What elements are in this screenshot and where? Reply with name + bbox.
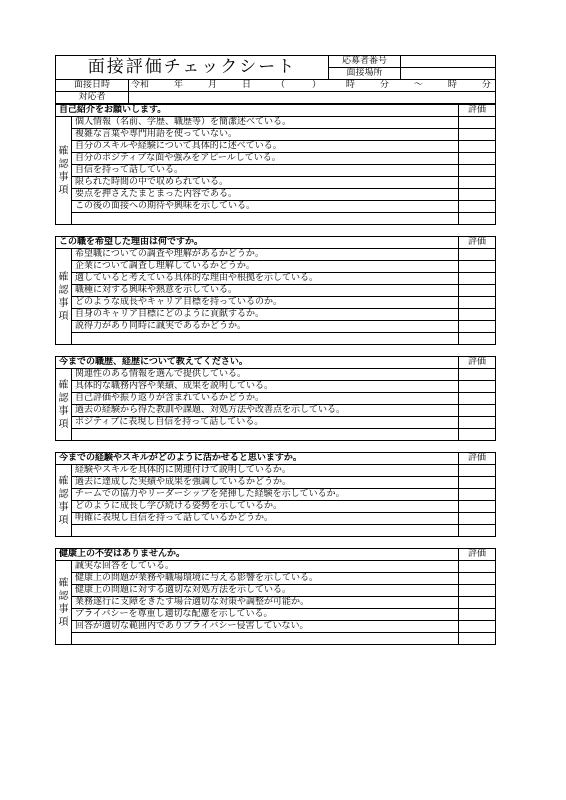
checklist-row — [56, 405, 496, 417]
checklist-row — [56, 501, 496, 513]
sheet-header — [55, 55, 496, 80]
check-item-text — [72, 333, 459, 345]
check-items-side-label — [56, 465, 72, 537]
checklist-row — [56, 285, 496, 297]
check-item-text: 業務遂行に支障をきたす場合適切な対策や調整が可能か。 — [72, 597, 459, 609]
eval-cell[interactable] — [459, 213, 496, 225]
weekday-paren: （ ） — [275, 80, 321, 90]
section-header-row — [56, 453, 496, 465]
section-spacer — [56, 345, 496, 357]
side-label-char: 確 — [58, 271, 69, 283]
side-label-char: 項 — [58, 310, 69, 322]
spacer-cell — [56, 225, 496, 237]
check-item-text: どのように成長し学び続ける姿勢を示しているか。 — [72, 501, 459, 513]
checklist-row — [56, 621, 496, 633]
eval-cell[interactable] — [459, 501, 496, 513]
era-label: 令和 — [131, 80, 150, 90]
day-label: 日 — [241, 80, 251, 90]
side-label-char: 確 — [58, 577, 69, 589]
interviewer-field[interactable] — [129, 92, 496, 104]
eval-cell[interactable] — [459, 309, 496, 321]
date-table — [55, 80, 496, 104]
spacer-cell — [56, 441, 496, 453]
side-label-char: 認 — [58, 590, 69, 602]
page-title: 面接評価チェックシート — [56, 56, 329, 80]
check-item-text: どのような成長やキャリア目標を持っているのか。 — [72, 297, 459, 309]
eval-cell[interactable] — [459, 585, 496, 597]
check-item-text: 自分のポジティブな面や強みをアピールしている。 — [72, 153, 459, 165]
checklist-row — [56, 525, 496, 537]
minute-label: 分 — [379, 80, 389, 90]
section-title: この職を希望した理由は何ですか。 — [56, 237, 459, 249]
check-items-side-label — [56, 369, 72, 441]
checklist-row — [56, 153, 496, 165]
checklist-row — [56, 561, 496, 573]
checklist-row — [56, 465, 496, 477]
check-item-text: プライバシーを尊重し適切な配慮を示している。 — [72, 609, 459, 621]
check-item-text — [72, 633, 459, 645]
checklist-row — [56, 597, 496, 609]
check-items-side-label — [56, 561, 72, 645]
section-spacer — [56, 537, 496, 549]
check-item-text: 健康上の問題に対する適切な対処方法を示している。 — [72, 585, 459, 597]
checklist-row — [56, 273, 496, 285]
checklist-row — [56, 393, 496, 405]
side-label-char: 項 — [58, 418, 69, 430]
check-item-text: チームでの協力やリーダーシップを発揮した経験を示しているか。 — [72, 489, 459, 501]
eval-cell[interactable] — [459, 489, 496, 501]
check-item-text: 明確に表現し自信を持って話しているかどうか。 — [72, 513, 459, 525]
check-item-text: この後の面接への期待や興味を示している。 — [72, 201, 459, 213]
checklist-row — [56, 333, 496, 345]
checklist-row — [56, 585, 496, 597]
check-item-text: 過去に達成した実績や成果を強調しているかどうか。 — [72, 477, 459, 489]
eval-header: 評価 — [459, 237, 496, 249]
checklist-row — [56, 213, 496, 225]
checklist-row — [56, 309, 496, 321]
eval-cell[interactable] — [459, 117, 496, 129]
checklist-row — [56, 297, 496, 309]
side-label-char: 事 — [58, 501, 69, 513]
checklist-row — [56, 417, 496, 429]
date-field[interactable] — [129, 80, 496, 92]
interviewer-label: 対応者 — [56, 92, 129, 104]
check-item-text: 企業について調査し理解しているかどうか。 — [72, 261, 459, 273]
section-header-row — [56, 357, 496, 369]
evaluation-sheet — [55, 55, 495, 645]
applicant-no-field[interactable] — [401, 56, 496, 68]
eval-cell[interactable] — [459, 609, 496, 621]
check-item-text: 回答が適切な範囲内でありプライバシー侵害していない。 — [72, 621, 459, 633]
side-label-char: 項 — [58, 616, 69, 628]
check-item-text: 適していると考えている具体的な理由や根拠を示している。 — [72, 273, 459, 285]
check-item-text: 自己評価や振り返りが含まれているかどうか。 — [72, 393, 459, 405]
check-item-text: 誠実な回答をしている。 — [72, 561, 459, 573]
checklist-row — [56, 141, 496, 153]
eval-cell[interactable] — [459, 297, 496, 309]
checklist-row — [56, 429, 496, 441]
check-item-text: 職種に対する興味や熱意を示している。 — [72, 285, 459, 297]
minute2-label: 分 — [481, 80, 491, 90]
eval-cell[interactable] — [459, 165, 496, 177]
eval-header: 評価 — [459, 549, 496, 561]
spacer-cell — [56, 537, 496, 549]
section-title: 自己紹介をお願いします。 — [56, 105, 459, 117]
eval-cell[interactable] — [459, 273, 496, 285]
side-label-char: 事 — [58, 297, 69, 309]
eval-cell[interactable] — [459, 261, 496, 273]
eval-cell[interactable] — [459, 393, 496, 405]
checklist-row — [56, 261, 496, 273]
eval-cell[interactable] — [459, 189, 496, 201]
side-label-char: 事 — [58, 603, 69, 615]
applicant-no-label: 応募者番号 — [329, 56, 401, 68]
side-label-char: 確 — [58, 145, 69, 157]
eval-cell[interactable] — [459, 465, 496, 477]
check-item-text: 経験やスキルを具体的に関連付けて説明しているか。 — [72, 465, 459, 477]
check-item-text: 健康上の問題が業務や職場環境に与える影響を示している。 — [72, 573, 459, 585]
eval-cell[interactable] — [459, 429, 496, 441]
section-header-row — [56, 237, 496, 249]
eval-cell[interactable] — [459, 513, 496, 525]
eval-cell[interactable] — [459, 561, 496, 573]
check-item-text — [72, 213, 459, 225]
check-item-text: 個人情報（名前、学歴、職歴等）を簡潔述べている。 — [72, 117, 459, 129]
checklist-row — [56, 177, 496, 189]
hour-label: 時 — [345, 80, 355, 90]
section-spacer — [56, 441, 496, 453]
year-label: 年 — [173, 80, 183, 90]
check-item-text: 希望職についての調査や理解があるかどうか。 — [72, 249, 459, 261]
section-header-row — [56, 105, 496, 117]
check-item-text — [72, 525, 459, 537]
checklist-row — [56, 249, 496, 261]
check-item-text: 具体的な職務内容や業績、成果を説明している。 — [72, 381, 459, 393]
eval-cell[interactable] — [459, 573, 496, 585]
checklist-table — [55, 104, 496, 645]
month-label: 月 — [207, 80, 217, 90]
check-item-text: 関連性のある情報を選んで提供している。 — [72, 369, 459, 381]
checklist-row — [56, 201, 496, 213]
checklist-row — [56, 189, 496, 201]
check-items-side-label — [56, 249, 72, 345]
date-label: 面接日時 — [56, 80, 129, 92]
eval-cell[interactable] — [459, 285, 496, 297]
section-title: 今までの経験やスキルがどのように活かせると思いますか。 — [56, 453, 459, 465]
side-label-char: 認 — [58, 158, 69, 170]
check-item-text: 自分のスキルや経験について具体的に述べている。 — [72, 141, 459, 153]
check-item-text — [72, 429, 459, 441]
eval-cell[interactable] — [459, 201, 496, 213]
hour2-label: 時 — [447, 80, 457, 90]
checklist-row — [56, 321, 496, 333]
check-item-text: 限られた時間の中で収められている。 — [72, 177, 459, 189]
eval-header: 評価 — [459, 357, 496, 369]
check-item-text: 複雑な言葉や専門用語を使っていない。 — [72, 129, 459, 141]
eval-cell[interactable] — [459, 141, 496, 153]
side-label-char: 事 — [58, 171, 69, 183]
side-label-char: 項 — [58, 184, 69, 196]
checklist-row — [56, 381, 496, 393]
section-title: 健康上の不安はありませんか。 — [56, 549, 459, 561]
eval-cell[interactable] — [459, 153, 496, 165]
eval-cell[interactable] — [459, 417, 496, 429]
side-label-char: 事 — [58, 405, 69, 417]
eval-cell[interactable] — [459, 129, 496, 141]
venue-field[interactable] — [401, 68, 496, 80]
eval-header: 評価 — [459, 105, 496, 117]
checklist-row — [56, 609, 496, 621]
tilde-label: ～ — [413, 80, 423, 90]
eval-cell[interactable] — [459, 177, 496, 189]
check-item-text: 自身のキャリア目標にどのように貢献するか。 — [72, 309, 459, 321]
eval-cell[interactable] — [459, 333, 496, 345]
eval-cell[interactable] — [459, 633, 496, 645]
check-item-text: ポジティブに表現し自信を持って話している。 — [72, 417, 459, 429]
side-label-char: 確 — [58, 475, 69, 487]
checklist-row — [56, 477, 496, 489]
side-label-char: 認 — [58, 392, 69, 404]
side-label-char: 確 — [58, 379, 69, 391]
checklist-row — [56, 573, 496, 585]
eval-cell[interactable] — [459, 249, 496, 261]
check-item-text: 要点を押さえたまとまった内容である。 — [72, 189, 459, 201]
eval-cell[interactable] — [459, 369, 496, 381]
eval-cell[interactable] — [459, 381, 496, 393]
eval-header: 評価 — [459, 453, 496, 465]
side-label-char: 認 — [58, 488, 69, 500]
side-label-char: 項 — [58, 514, 69, 526]
checklist-row — [56, 129, 496, 141]
section-title: 今までの職歴、経歴について教えてください。 — [56, 357, 459, 369]
eval-cell[interactable] — [459, 405, 496, 417]
check-item-text: 説得力があり同時に誠実であるかどうか。 — [72, 321, 459, 333]
section-header-row — [56, 549, 496, 561]
eval-cell[interactable] — [459, 621, 496, 633]
check-items-side-label — [56, 117, 72, 225]
section-spacer — [56, 225, 496, 237]
venue-label: 面接場所 — [329, 68, 401, 80]
spacer-cell — [56, 345, 496, 357]
checklist-row — [56, 165, 496, 177]
checklist-row — [56, 489, 496, 501]
eval-cell[interactable] — [459, 321, 496, 333]
eval-cell[interactable] — [459, 477, 496, 489]
check-item-text: 自信を持って話している。 — [72, 165, 459, 177]
check-item-text: 過去の経験から得た教訓や課題、対処方法や改善点を示している。 — [72, 405, 459, 417]
checklist-row — [56, 633, 496, 645]
checklist-row — [56, 513, 496, 525]
eval-cell[interactable] — [459, 597, 496, 609]
checklist-row — [56, 369, 496, 381]
checklist-row — [56, 117, 496, 129]
side-label-char: 認 — [58, 284, 69, 296]
eval-cell[interactable] — [459, 525, 496, 537]
